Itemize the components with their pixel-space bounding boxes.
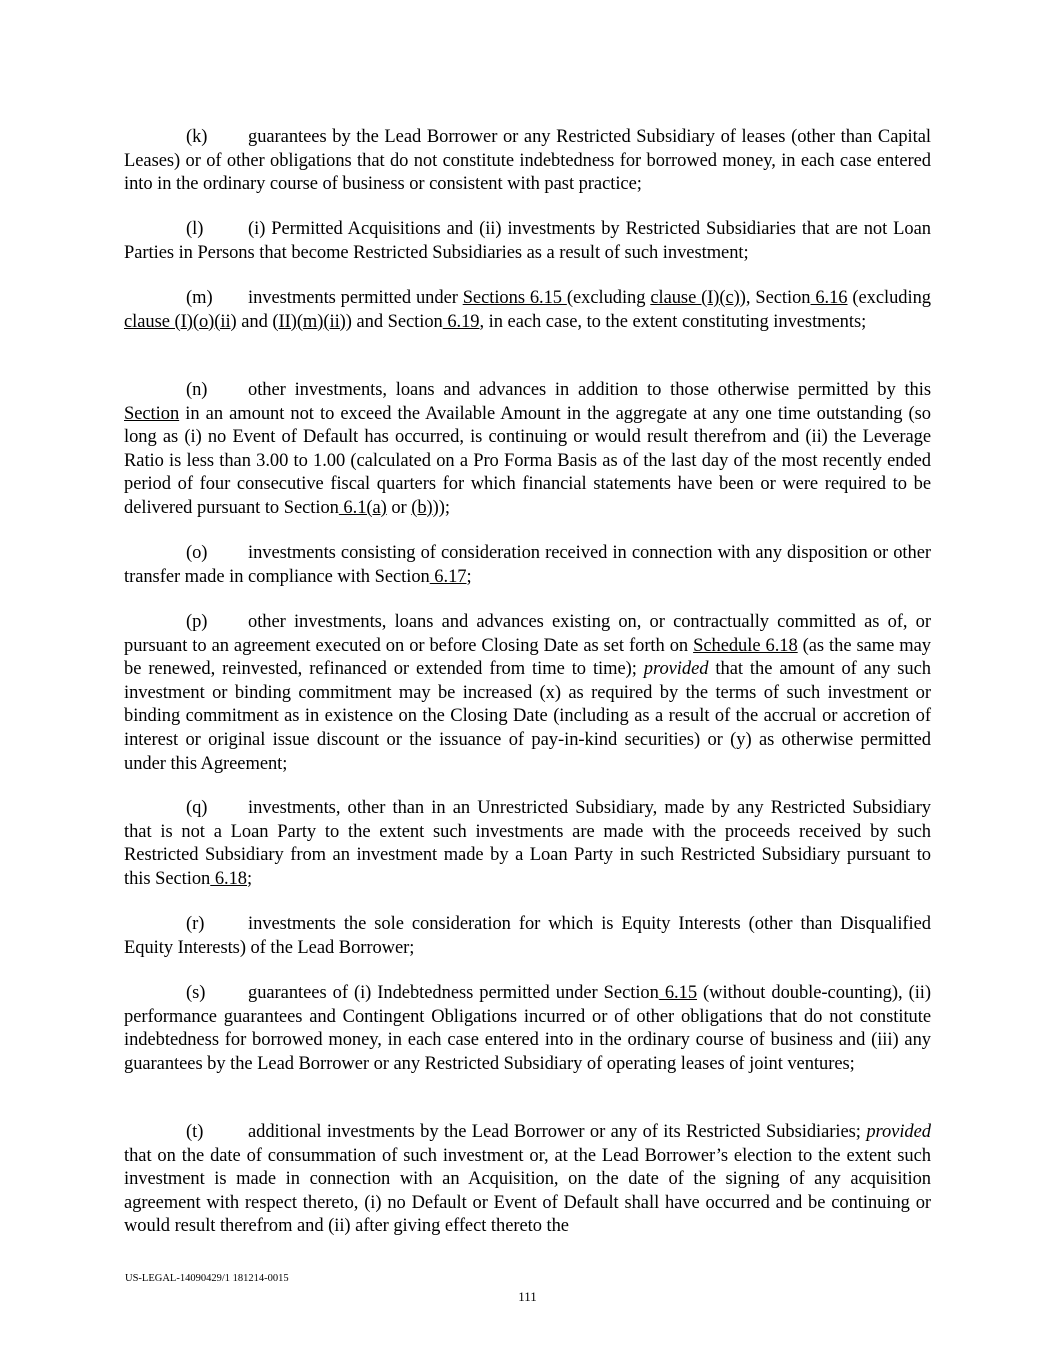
paragraph-text: or [386, 497, 412, 518]
clause-reference: clause (I)(c) [650, 288, 740, 308]
paragraph-text: , in each case, to the extent constituting investments; [479, 311, 867, 332]
paragraph-text: that on the date of consummation of such investment or, at the Lead Borrower’s election to the extent such investment is made in connection with an Acquisition, on the date of the signing of any acquisition agreement with respect thereto, (i) no Default or Event of Default shall have occurred and be continuing or would result therefrom and (ii) after giving effect thereto the [124, 1145, 931, 1237]
paragraph-text: guarantees of (i) Indebtedness permitted under Section [248, 983, 659, 1003]
paragraph-text: additional investments by the Lead Borrower or any of its Restricted Subsidiaries; [248, 1122, 867, 1142]
paragraph-text: (without double-counting), (ii) performance guarantees and Contingent Obligations incurred or of other obligations that do not constitute indebtedness for borrowed money, in each case entered into in the ordinary course of business and (iii) any guarantees by the Lead Borrower or any Restricted Subsidiary of operating leases of joint ventures; [124, 983, 931, 1074]
paragraph-label: (k) [186, 127, 208, 147]
page-number: 111 [518, 1289, 537, 1304]
paragraph-l [124, 218, 931, 265]
paragraph-text: investments consisting of consideration received in connection with any disposition or other transfer made in compliance with Section [124, 543, 931, 587]
section-reference: 6.16 [810, 288, 848, 308]
paragraph-text: that the amount of any such investment or binding commitment may be increased (x) as required by the terms of such investment or binding commitment as in existence on the Closing Date (including as a result of the accrual or accretion of interest or original issue discount or the issuance of pay-in-kind securities) or (y) as otherwise permitted under this Agreement; [124, 659, 931, 774]
paragraph-text: )); [432, 497, 450, 518]
section-reference: Sections 6.15 [462, 288, 567, 308]
section-reference: 6.17 [429, 566, 467, 587]
paragraph-t [124, 1121, 931, 1239]
paragraph-label: (n) [186, 380, 208, 400]
emphasis-provided: provided [866, 1122, 931, 1142]
paragraph-text: other investments, loans and advances in addition to those otherwise permitted by this [248, 380, 931, 400]
section-reference: 6.18 [210, 868, 248, 889]
clause-reference: II)(m)(ii) [278, 311, 346, 332]
paragraph-text: (excluding [847, 288, 931, 308]
paragraph-k [124, 126, 931, 197]
paragraph-text: ; [466, 566, 472, 587]
paragraph-p [124, 611, 931, 776]
paragraph-text: guarantees by the Lead Borrower or any Restricted Subsidiary of leases (other than Capital Leases) or of other obligations that do not constitute indebtedness for borrowed money, in each case entered into in the ordinary course of business or consistent with past practice; [124, 127, 931, 195]
section-reference: 6.15 [658, 983, 698, 1003]
clause-reference: (b) [411, 497, 433, 518]
paragraph-text: (excluding [566, 288, 651, 308]
paragraph-label: (l) [186, 219, 204, 239]
paragraph-text: ), Section [739, 288, 811, 308]
schedule-reference: Schedule 6.18 [693, 635, 798, 656]
section-reference: 6.1(a) [338, 497, 387, 518]
paragraph-label: (s) [186, 983, 206, 1003]
section-reference: 6.19 [442, 311, 480, 332]
paragraph-text: investments the sole consideration for which is Equity Interests (other than Disqualified Equity Interests) of the Lead Borrower; [124, 914, 931, 958]
paragraph-m [124, 287, 931, 334]
emphasis-provided: provided [643, 659, 709, 680]
paragraph-s [124, 982, 931, 1076]
paragraph-text: (i) Permitted Acquisitions and (ii) investments by Restricted Subsidiaries that are not Loan Parties in Persons that become Restricted Subsidiaries as a result of such investment; [124, 219, 931, 263]
paragraph-text: ) and Section [345, 311, 443, 332]
clause-reference: clause (I)(o)(ii) [124, 311, 237, 332]
paragraph-text: (as the same may be renewed, reinvested, refinanced or extended from time to time); [124, 635, 931, 680]
paragraph-o [124, 542, 931, 589]
paragraph-label: (o) [186, 543, 208, 563]
paragraph-text: investments, other than in an Unrestricted Subsidiary, made by any Restricted Subsidiary that is not a Loan Party to the extent such investments are made with the proceeds received by such Restricted Subsidiary from an investment made by a Loan Party in such Restricted Subsidiary pursuant to this Section [124, 798, 931, 889]
paragraph-text: other investments, loans and advances existing on, or contractually committed as of, or pursuant to an agreement executed on or before Closing Date as set forth on [124, 612, 931, 656]
paragraph-q [124, 797, 931, 891]
paragraph-text: investments permitted under [248, 288, 463, 308]
paragraph-label: (q) [186, 798, 208, 818]
paragraph-label: (r) [186, 914, 205, 934]
paragraph-text: and ( [236, 311, 279, 332]
section-reference: Section [124, 403, 180, 424]
paragraph-r [124, 913, 931, 960]
paragraph-text: ; [247, 868, 253, 889]
paragraph-text: in an amount not to exceed the Available Amount in the aggregate at any one time outstanding (so long as (i) no Event of Default has occurred, is continuing or would result therefrom and (ii) the Leverage Ratio is less than 3.00 to 1.00 (calculated on a Pro Forma Basis as of the last day of the most recently ended period of four consecutive fiscal quarters for which financial statements have been or were required to be delivered pursuant to Section [124, 403, 931, 518]
paragraph-label: (m) [186, 288, 213, 308]
paragraph-n [124, 379, 931, 521]
paragraph-label: (p) [186, 612, 208, 632]
footer-document-id: US-LEGAL-14090429/1 181214-0015 [125, 1273, 289, 1284]
paragraph-label: (t) [186, 1122, 204, 1142]
